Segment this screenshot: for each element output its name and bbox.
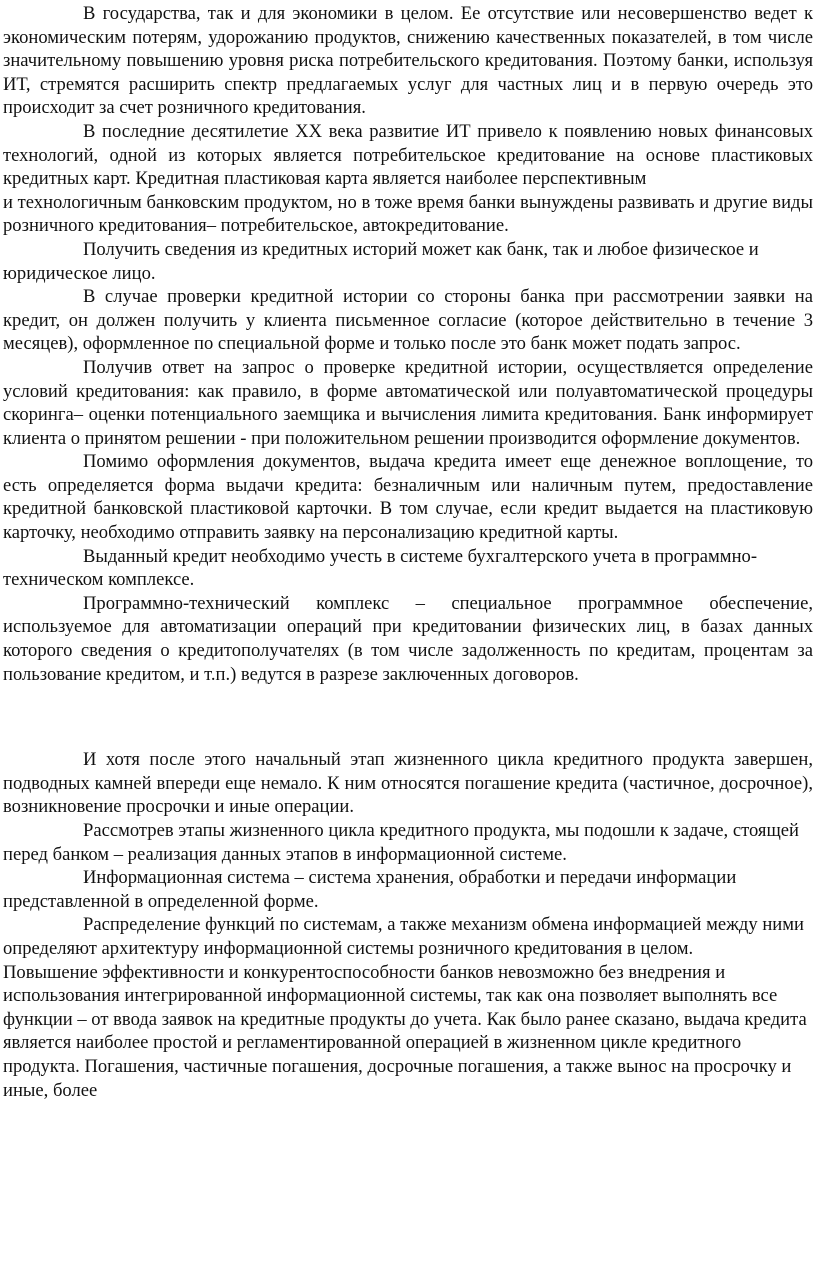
- paragraph-information-system: Информационная система – система хранения, обработки и передачи информации представленной в определенной форме.: [3, 867, 737, 912]
- paragraph-architecture: Распределение функций по системам, а также механизм обмена информацией между ними определяют архитектуру информационной системы розничного кредитования в целом.: [3, 914, 804, 959]
- paragraph-integrated-system: Повышение эффективности и конкурентоспособности банков невозможно без внедрения и использования интегрированной информационной системы, так как она позволяет выполнять все функции – от ввода заявок на кредитные продукты до учета. Как было ранее сказано, выдача кредита является наиболее простой и регламентированной операцией в жизненном цикле кредитного продукта. Погашения, частичные погашения, досрочные погашения, а также вынос на просрочку и иные, более: [3, 961, 807, 1101]
- paragraph-gap: [3, 686, 813, 748]
- paragraph-retail-credit-types: и технологичным банковским продуктом, но в тоже время банки вынуждены развивать и другие виды розничного кредитования– потребительское, автокредитование.: [3, 191, 813, 237]
- paragraph-lifecycle-review: Рассмотрев этапы жизненного цикла кредитного продукта, мы подошли к задаче, стоящей перед банком – реализация данных этапов в информационной системе.: [3, 820, 800, 865]
- paragraph-lifecycle-stage: И хотя после этого начальный этап жизненного цикла кредитного продукта завершен, подводных камней впереди еще немало. К ним относятся погашение кредита (частичное, досрочное), возникновение просрочки и иные операции.: [3, 749, 813, 818]
- paragraph-scoring: Получив ответ на запрос о проверке кредитной истории, осуществляется определение условий кредитования: как правило, в форме автоматической или полуавтоматической процедуры скоринга– оценки потенциального заемщика и вычисления лимита кредитования. Банк информирует клиента о принятом решении - при положительном решении производится оформление документов.: [3, 356, 813, 449]
- paragraph-credit-technology-intro: В государства, так и для экономики в целом. Ее отсутствие или несовершенство ведет к экономическим потерям, удорожанию продуктов, снижению качественных показателей, в том числе значительному повышению уровня риска потребительского кредитования. Поэтому банки, используя ИТ, стремятся расширить спектр предлагаемых услуг для частных лиц и в первую очередь это происходит за счет розничного кредитования.: [3, 3, 813, 119]
- paragraph-software-complex: Программно-технический комплекс – специальное программное обеспечение, используемое для автоматизации операций при кредитовании физических лиц, в базах данных которого сведения о кредитополучателях (в том числе задолженность по кредитам, процентам за пользование кредитом, и т.п.) ведутся в разрезе заключенных договоров.: [3, 592, 813, 685]
- paragraph-credit-history-check: В случае проверки кредитной истории со стороны банка при рассмотрении заявки на кредит, он должен получить у клиента письменное согласие (которое действительно в течение 3 месяцев), оформленное по специальной форме и только после это банк может подать запрос.: [3, 286, 813, 355]
- paragraph-credit-history-access: Получить сведения из кредитных историй может как банк, так и любое физическое и юридическое лицо.: [3, 238, 759, 284]
- paragraph-credit-issuance: Помимо оформления документов, выдача кредита имеет еще денежное воплощение, то есть определяется форма выдачи кредита: безналичным или наличным путем, предоставление кредитной банковской пластиковой карточки. В том случае, если кредит выдается на пластиковую карточку, необходимо отправить заявку на персонализацию кредитной карты.: [3, 451, 813, 544]
- paragraph-plastic-cards: В последние десятилетие XX века развитие ИТ привело к появлению новых финансовых технологий, одной из которых является потребительское кредитование на основе пластиковых кредитных карт. Кредитная пластиковая карта является наиболее перспективным: [3, 120, 813, 190]
- paragraph-accounting: Выданный кредит необходимо учесть в системе бухгалтерского учета в программно-техническом комплексе.: [3, 545, 758, 591]
